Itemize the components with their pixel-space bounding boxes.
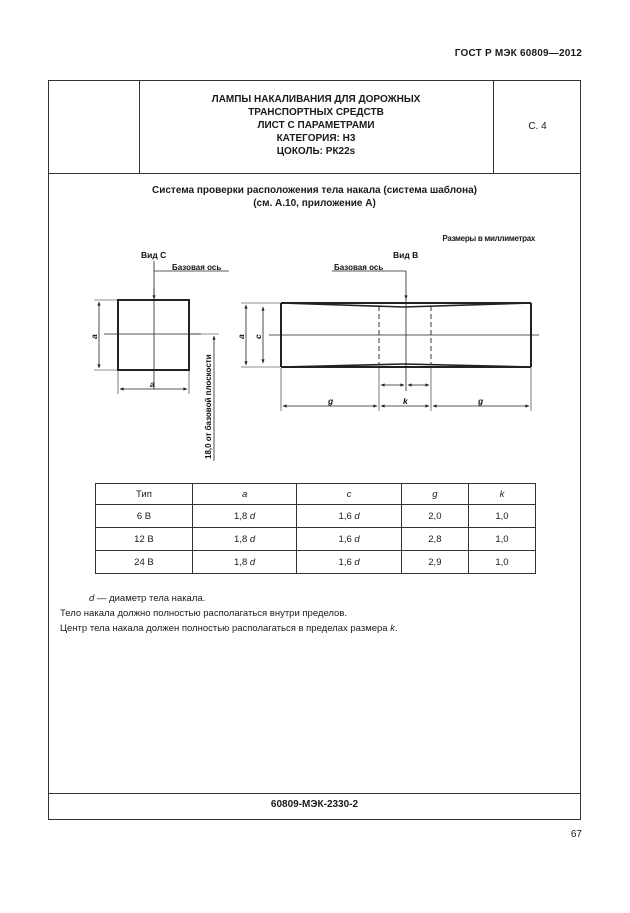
col-header-a: a xyxy=(192,484,296,505)
sheet-title-line: ЛИСТ С ПАРАМЕТРАМИ xyxy=(257,120,375,131)
col-header-g: g xyxy=(401,484,468,505)
cell-c-variable: d xyxy=(354,533,360,545)
cell-c xyxy=(297,528,401,551)
view-b-label: Вид В xyxy=(393,250,419,260)
cell-c xyxy=(297,551,401,574)
cell-c xyxy=(297,505,401,528)
view-b-axis-label: Базовая ось xyxy=(334,263,384,272)
sheet-title-line: ЛАМПЫ НАКАЛИВАНИЯ ДЛЯ ДОРОЖНЫХ xyxy=(211,94,421,105)
sheet-title-line: КАТЕГОРИЯ: Н3 xyxy=(276,133,356,144)
notes xyxy=(60,591,398,636)
dim-c-label: c xyxy=(253,334,263,339)
sheet-code: 60809-МЭК-2330-2 xyxy=(270,799,359,810)
note-line-1 xyxy=(60,591,398,606)
footer-divider xyxy=(49,793,580,794)
cell-type: 6 В xyxy=(96,505,193,528)
cell-a-number: 1,8 xyxy=(234,510,248,522)
col-header-type: Тип xyxy=(96,484,193,505)
section-title-line1: Система проверки расположения тела накала (система шаблона) xyxy=(151,185,477,196)
sheet-title-line: ЦОКОЛЬ: РК22s xyxy=(276,146,356,157)
cell-c-number: 1,6 xyxy=(338,556,352,568)
cell-g: 2,0 xyxy=(401,505,468,528)
sheet-frame xyxy=(48,80,581,820)
col-header-k: k xyxy=(468,484,535,505)
cell-k: 1,0 xyxy=(468,528,535,551)
dim-g-label-right: g xyxy=(478,396,484,406)
table-row xyxy=(96,505,536,528)
view-c-label: Вид С xyxy=(141,250,167,260)
dim-b-a-label: a xyxy=(236,334,246,339)
cell-a-variable: d xyxy=(249,533,256,545)
page-number: 67 xyxy=(570,829,582,840)
gauge-drawing xyxy=(49,81,582,481)
cell-c-variable: d xyxy=(354,510,360,522)
table-header-row xyxy=(96,484,536,505)
standard-reference: ГОСТ Р МЭК 60809—2012 xyxy=(454,48,582,59)
section-title-line2: (см. А.10, приложение А) xyxy=(253,198,376,209)
cell-a-number: 1,8 xyxy=(234,533,248,545)
note-line-3-text: Центр тела накала должен полностью располагаться в пределах размера xyxy=(60,623,391,634)
table-row xyxy=(96,528,536,551)
cell-a-variable: d xyxy=(249,556,256,568)
cell-type: 12 В xyxy=(96,528,193,551)
sheet-title-line: ТРАНСПОРТНЫХ СРЕДСТВ xyxy=(248,107,384,118)
note-line-1-text: — диаметр тела накала. xyxy=(94,593,206,604)
note-line-2: Тело накала должно полностью располагаться внутри пределов. xyxy=(60,608,348,619)
dim-g-label-left: g xyxy=(328,396,334,406)
cell-k: 1,0 xyxy=(468,551,535,574)
note-line-3-end: . xyxy=(394,623,398,634)
parameters-table xyxy=(95,483,536,574)
cell-c-variable: d xyxy=(354,556,360,568)
dim-a-label-vertical: a xyxy=(89,334,99,339)
cell-type: 24 В xyxy=(96,551,193,574)
col-header-c: c xyxy=(297,484,401,505)
cell-a xyxy=(192,505,296,528)
plane-note: 18,0 от базовой плоскости xyxy=(204,354,213,459)
table-row xyxy=(96,551,536,574)
sheet-page: С. 4 xyxy=(528,121,547,132)
note-variable-d: d xyxy=(89,593,95,604)
cell-a-variable: d xyxy=(249,510,256,522)
dim-k-label: k xyxy=(403,396,408,406)
note-variable-k: k xyxy=(390,623,395,634)
cell-a xyxy=(192,551,296,574)
cell-a xyxy=(192,528,296,551)
note-line-3 xyxy=(60,621,398,636)
cell-c-number: 1,6 xyxy=(338,533,352,545)
cell-g: 2,9 xyxy=(401,551,468,574)
cell-g: 2,8 xyxy=(401,528,468,551)
dim-a-label-horizontal: a xyxy=(150,379,155,389)
view-c-axis-label: Базовая ось xyxy=(172,263,222,272)
cell-c-number: 1,6 xyxy=(338,510,352,522)
dimensions-note: Размеры в миллиметрах xyxy=(442,234,535,243)
cell-k: 1,0 xyxy=(468,505,535,528)
view-c-square xyxy=(118,300,189,370)
cell-a-number: 1,8 xyxy=(234,556,248,568)
